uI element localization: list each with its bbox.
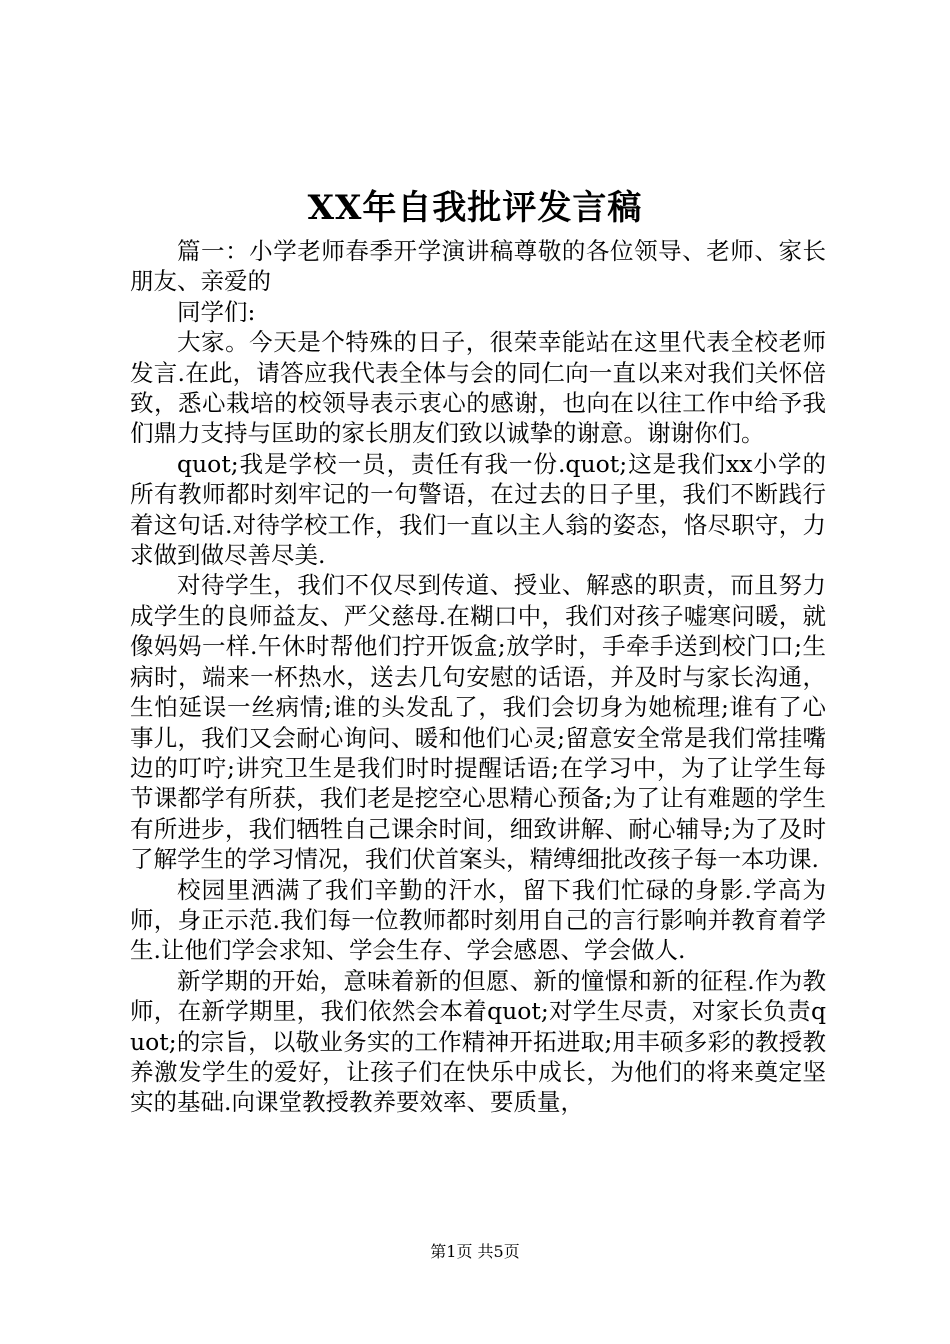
paragraph: 校园里洒满了我们辛勤的汗水，留下我们忙碌的身影.学高为师，身正示范.我们每一位教师都时刻用自己的言行影响并教育着学生.让他们学会求知、学会生存、学会感恩、学会做人. bbox=[130, 875, 826, 965]
document-title: XX年自我批评发言稿 bbox=[307, 188, 643, 228]
page-footer: 第1页 共5页 bbox=[430, 1242, 520, 1261]
paragraph: 篇一：小学老师春季开学演讲稿尊敬的各位领导、老师、家长朋友、亲爱的 bbox=[130, 237, 826, 296]
paragraph: 对待学生，我们不仅尽到传道、授业、解惑的职责，而且努力成学生的良师益友、严父慈母.在糊口中，我们对孩子嘘寒问暖，就像妈妈一样.午休时帮他们拧开饭盒;放学时，手牵手送到校门口;生病时，端来一杯热水，送去几句安慰的话语，并及时与家长沟通，生怕延误一丝病情;谁的头发乱了，我们会切身为她梳理;谁有了心事儿，我们又会耐心询问、暖和他们心灵;留意安全常是我们常挂嘴边的叮咛;讲究卫生是我们时时提醒话语;在学习中，为了让学生每节课都学有所获，我们老是挖空心思精心预备;为了让有难题的学生有所进步，我们牺牲自己课余时间，细致讲解、耐心辅导;为了及时了解学生的学习情况，我们伏首案头，精缚细批改孩子每一本功课. bbox=[130, 571, 826, 874]
paragraph: 新学期的开始，意味着新的但愿、新的憧憬和新的征程.作为教师，在新学期里，我们依然会本着quot;对学生尽责，对家长负责quot;的宗旨，以敬业务实的工作精神开拓进取;用丰硕多彩的教授教养激发学生的爱好，让孩子们在快乐中成长，为他们的将来奠定坚实的基础.向课堂教授教养要效率、要质量， bbox=[130, 966, 826, 1117]
paragraph: 大家。今天是个特殊的日子，很荣幸能站在这里代表全校老师发言.在此，请答应我代表全体与会的同仁向一直以来对我们关怀倍致，悉心栽培的校领导表示衷心的感谢，也向在以往工作中给予我们鼎力支持与匡助的家长朋友们致以诚挚的谢意。谢谢你们。 bbox=[130, 328, 826, 448]
paragraph: 同学们: bbox=[177, 297, 256, 326]
paragraph: quot;我是学校一员，责任有我一份.quot;这是我们xx小学的所有教师都时刻牢记的一句警语，在过去的日子里，我们不断践行着这句话.对待学校工作，我们一直以主人翁的姿态，恪尽职守，力求做到做尽善尽美. bbox=[130, 449, 826, 570]
document-body bbox=[130, 236, 826, 1118]
